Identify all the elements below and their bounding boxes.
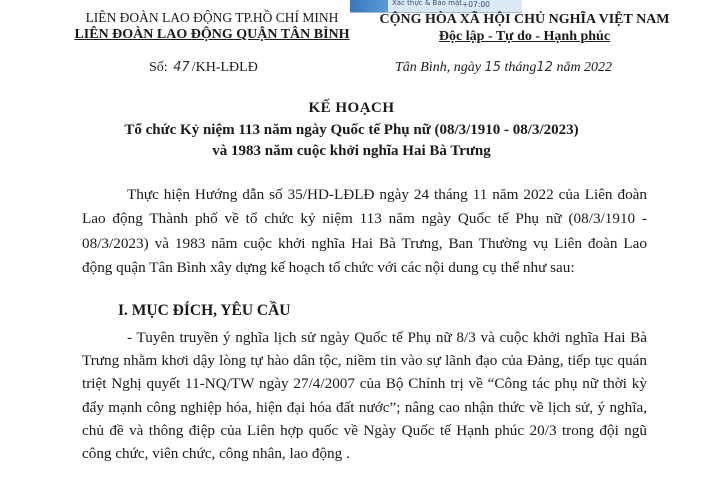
document-title: KẾ HOẠCH [308,100,395,116]
intro-text: Thực hiện Hướng dẫn số 35/HD-LĐLĐ ngày 24 tháng 11 năm 2022 của Liên đoàn Lao động Thành phố về tổ chức kỷ niệm 113 năm ngày Quốc tế Phụ nữ (08/3/1910 - 08/3/2023) và 1983 năm cuộc khởi nghĩa Hai Bà Trưng, Ban Thường vụ Liên đoàn Lao động quận Tân Bình xây dựng kế hoạch tổ chức với các nội dung cụ thể như sau: [82,186,647,277]
month-label: tháng [504,60,537,75]
section1-paragraph [82,326,647,465]
document-number [149,60,258,76]
section-heading: I. MỤC ĐÍCH, YÊU CẦU [118,302,291,319]
national-motto: Độc lập - Tự do - Hạnh phúc [438,29,611,44]
place-date-prefix: Tân Bình, ngày [395,60,481,75]
nation-heading: CỘNG HÒA XÃ HỘI CHỦ NGHĨA VIỆT NAM [379,12,670,27]
doc-no-handwritten: 47 [173,60,190,75]
doc-no-prefix: Số: [149,60,168,75]
day-handwritten: 15 [484,60,501,75]
org-name: LIÊN ĐOÀN LAO ĐỘNG QUẬN TÂN BÌNH [74,27,350,42]
org-parent: LIÊN ĐOÀN LAO ĐỘNG TP.HỒ CHÍ MINH [85,10,339,25]
section1-text: - Tuyên truyền ý nghĩa lịch sử ngày Quốc tế Phụ nữ 8/3 và cuộc khởi nghĩa Hai Bà Trưng nhằm khơi dậy lòng tự hào dân tộc, niềm tin vào sự lãnh đạo của Đảng, tiếp tục quán triệt Nghị quyết 11-NQ/TW ngày 27/4/2007 của Bộ Chính trị về “Công tác phụ nữ thời kỳ đẩy mạnh công nghiệp hóa, hiện đại hóa đất nước”; nâng cao nhận thức về lịch sử, ý nghĩa, chủ đề và thông điệp của Liên hợp quốc về Ngày Quốc tế Hạnh phúc 20/3 trong đội ngũ công chức, viên chức, công nhân, lao động . [82,329,647,463]
document-subtitle-line1: Tổ chức Kỷ niệm 113 năm ngày Quốc tế Phụ nữ (08/3/1910 - 08/3/2023) [124,122,579,138]
document-subtitle-line2: và 1983 năm cuộc khởi nghĩa Hai Bà Trưng [212,143,491,159]
doc-no-suffix: /KH-LĐLĐ [191,60,258,75]
month-handwritten: 12 [536,60,553,75]
intro-paragraph [82,183,647,281]
year-suffix: năm 2022 [556,60,613,75]
signature-text: Xác thực & Bảo mật [392,0,462,7]
signature-time: +07:00 [462,0,490,9]
place-date [395,60,612,76]
